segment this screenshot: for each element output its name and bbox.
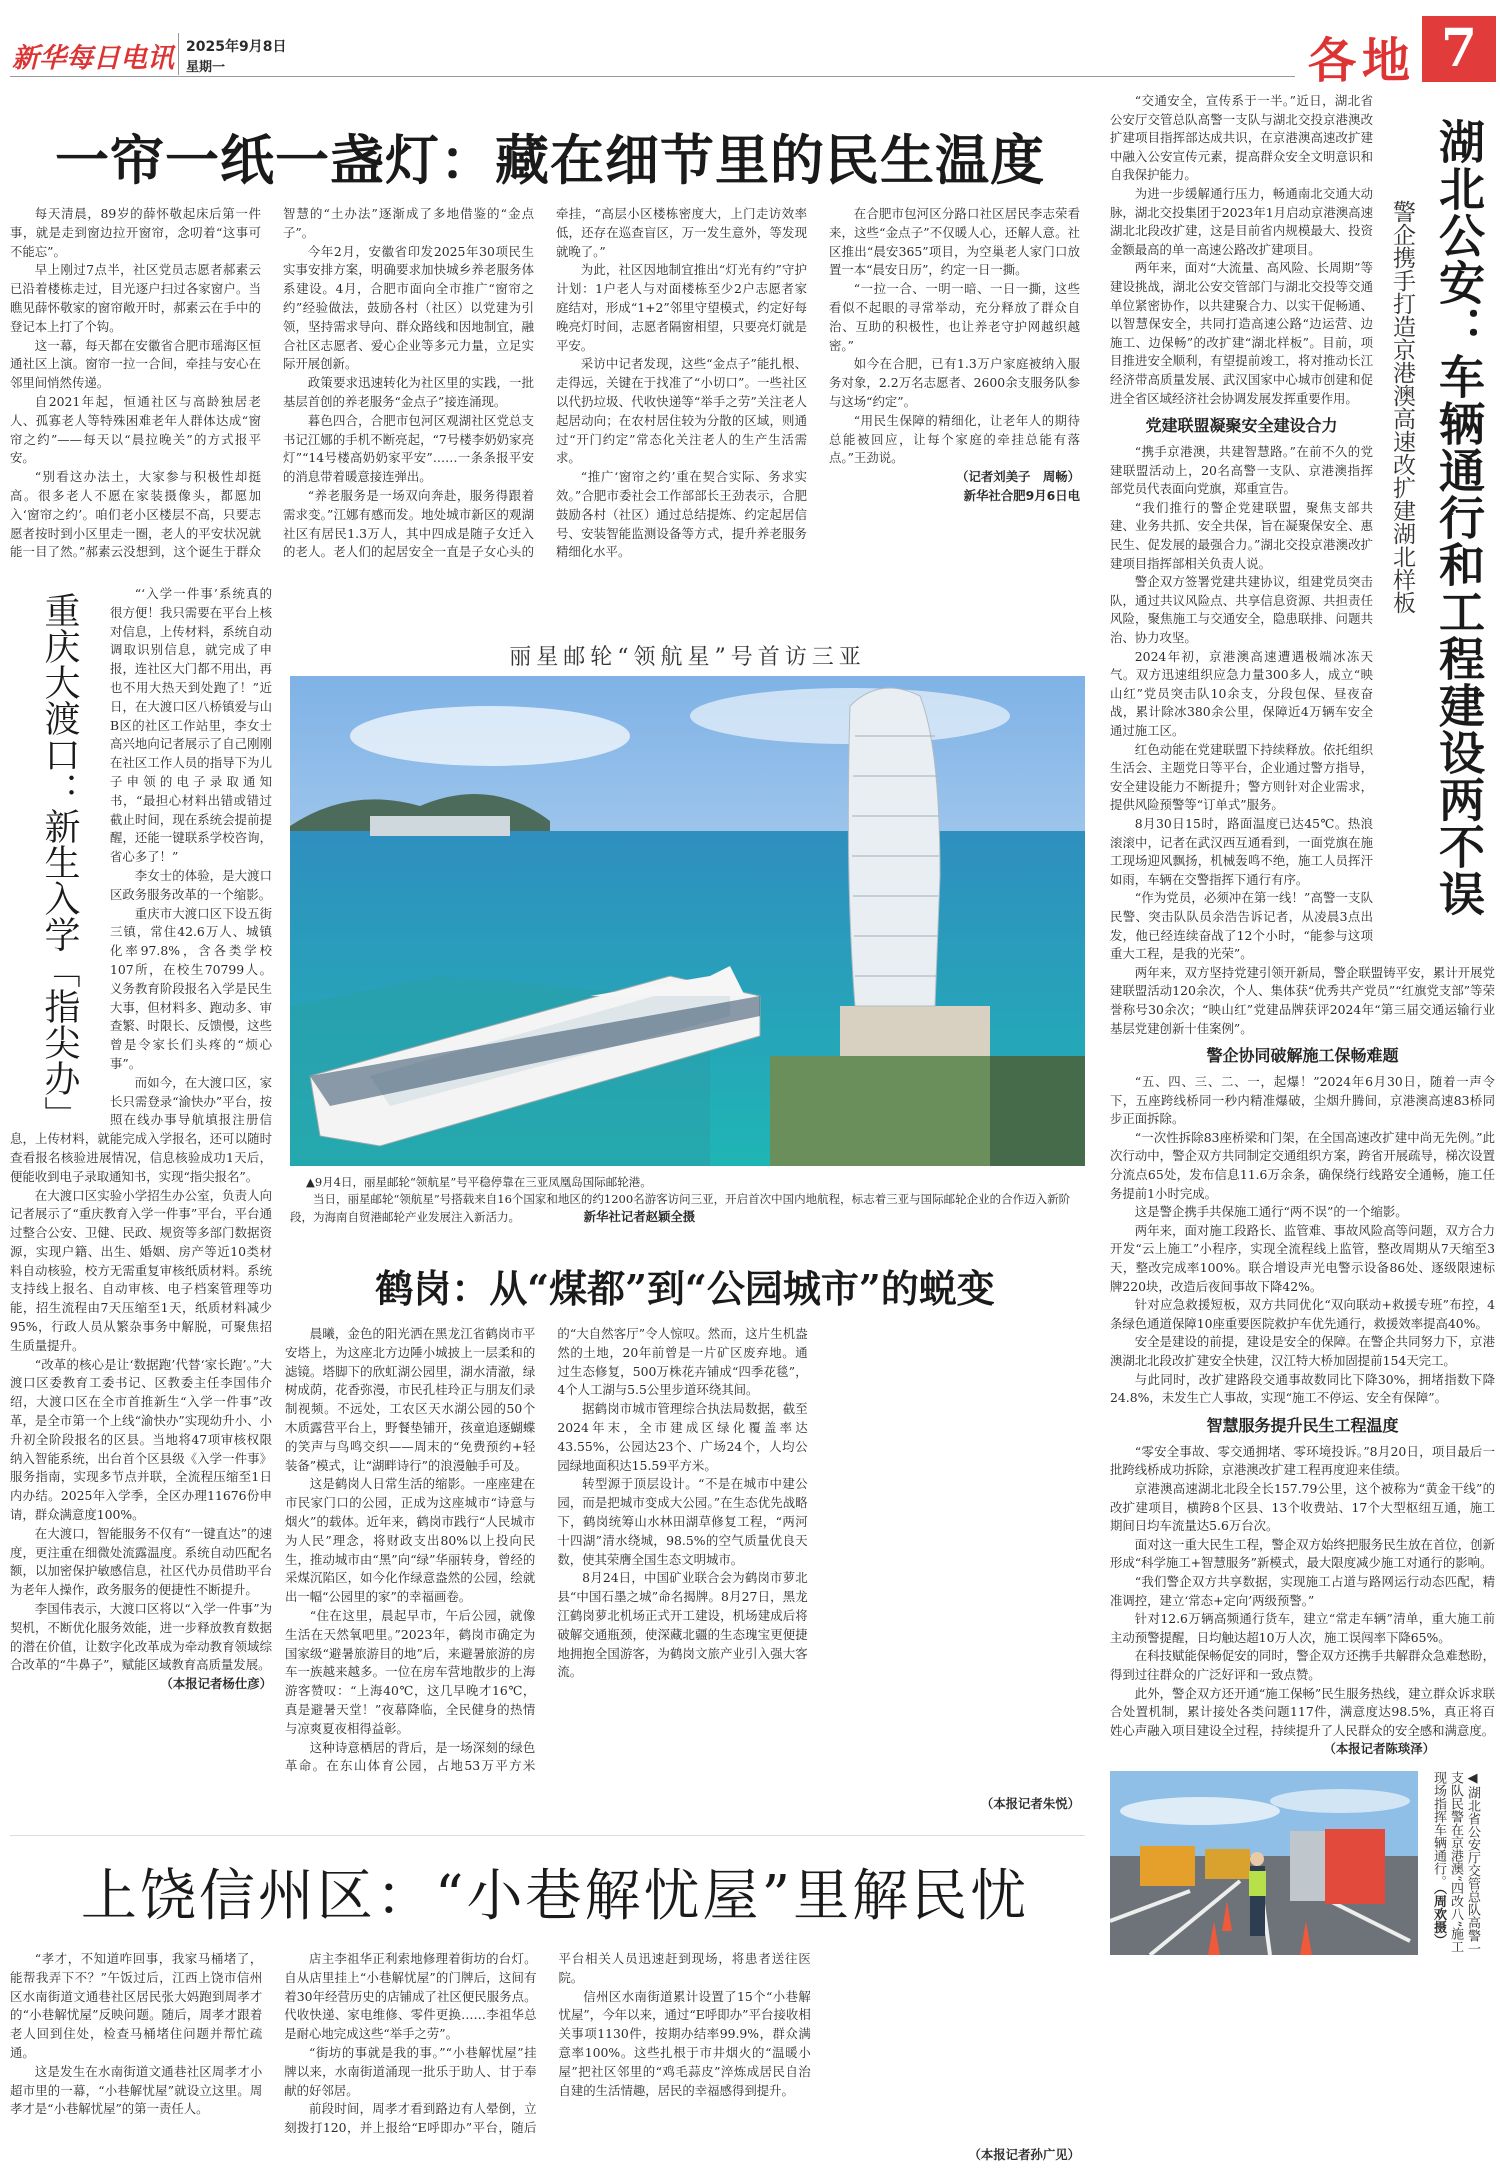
paragraph: 8月24日，中国矿业联合会为鹤岗市萝北县“中国石墨之城”命名揭牌。8月27日，黑龙江鹤岗萝北机场正式开工建设，机场建成后将破解交通瓶颈，使深藏北疆的生态瑰宝更便捷地拥抱全国游客，为鹤岗文旅产业引入强大客流。	[557, 1570, 808, 1680]
byline-hefei: （记者刘美子 周畅）	[956, 469, 1080, 485]
paragraph: 警企双方签署党建共建协议，组建党员突击队，通过共议风险点、共享信息资源、共担责任风险，聚焦施工与交通安全，隐患联排、问题共治、协力攻坚。	[1110, 574, 1373, 646]
paragraph: 这是警企携手共保施工通行“两不误”的一个缩影。	[1134, 1204, 1408, 1220]
paragraph: 重庆市大渡口区下设五街三镇，常住42.6万人、城镇化率97.8%，含各类学校107所，在校生70799人。义务教育阶段报名入学是民生大事，但材料多、跑动多、审查繁、时限长、反馈慢，这些曾是令家长们头疼的“烦心事”。	[110, 905, 272, 1071]
paragraph: “一次性拆除83座桥梁和门架，在全国高速改扩建中尚无先例。”此次行动中，警企双方共同制定交通组织方案，跨省开展疏导，梯次设置分流点65处，发布信息11.6万余条，确保绕行线路安全通畅，施工任务提前1小时完成。	[1110, 1129, 1495, 1201]
paragraph: 晨曦，金色的阳光洒在黑龙江省鹤岗市平安塔上，为这座北方边陲小城披上一层柔和的滤镜。塔脚下的欣虹湖公园里，湖水清澈，绿树成荫，花香弥漫，市民孔桂玲正与朋友们录制视频。不远处，工农区天水湖公园的50个木质露营平台上，野餐垫铺开，孩童追逐蝴蝶的笑声与鸟鸣交织——周末的“免费预约+轻装备”模式，让“湖畔诗行”的浪漫触手可及。	[285, 1326, 536, 1473]
paragraph: 信州区水南街道累计设置了15个“小巷解忧屋”，今年以来，通过“E呼即办”平台接收相关事项1130件，按期办结率99.9%，群众满意率100%。这些扎根于市井烟火的“温暖小屋”把社区邻里的“鸡毛蒜皮”淬炼成居民自治自建的生活情趣，居民的幸福感得到提升。	[558, 1988, 811, 2098]
dateline-hefei: 新华社合肥9月6日电	[963, 487, 1080, 503]
paragraph: 安全是建设的前提，建设是安全的保障。在警企共同努力下，京港澳湖北北段改扩建安全快建，汉江特大桥加固提前154天完工。	[1110, 1334, 1495, 1368]
paragraph: 为进一步缓解通行压力，畅通南北交通大动脉，湖北交投集团于2023年1月启动京港澳高速湖北北段改扩建，这是目前省内规模最大、投资金额最高的单一高速公路改扩建项目。	[1110, 185, 1373, 257]
page-number: 7	[1422, 16, 1496, 82]
section-name: 各地	[1308, 33, 1417, 89]
paragraph: 在大渡口区实验小学招生办公室，负责人向记者展示了“重庆教育入学一件事”平台，平台通过整合公安、卫健、民政、规资等多部门数据资源，实现户籍、出生、婚姻、房产等近10类材料自动核验，校方无需重复审核纸质材料。系统支持线上报名、自动审核、电子档案管理等功能，招生流程由7天压缩至1天，纸质材料减少95%，行政人员从繁杂事务中解脱，可聚焦招生质量提升。	[10, 1187, 272, 1353]
paragraph: 京港澳高速湖北北段全长157.79公里，这个被称为“黄金干线”的改扩建项目，横跨8个区县、13个收费站、17个大型枢纽互通，施工期间日均车流量达5.6万台次。	[1110, 1480, 1495, 1534]
paragraph: 前段时间，周孝才看到路边有人晕倒，立刻拨打120，并上报给“E呼即办”平台，随后平台相关人员迅速赶到现场，将患者送往医院。	[284, 1951, 811, 2136]
photo-caption-1: ▲9月4日，丽星邮轮“领航星”号平稳停靠在三亚凤凰岛国际邮轮港。	[306, 1175, 652, 1189]
paragraph: 自2021年起，恒通社区与高龄独居老人、孤寡老人等特殊困难老年人群体达成“窗帘之约”——每天以“晨拉晚关”的方式报平安。	[10, 393, 261, 466]
subheadline-hubei: 警企携手打造京港澳高速改扩建湖北样板	[1389, 200, 1415, 614]
byline-shangrao: （本报记者孙广见）	[968, 2147, 1080, 2162]
headline-shangrao: 上饶信州区：“小巷解忧屋”里解民忧	[80, 1864, 1030, 1929]
article-hefei-body	[10, 205, 1080, 562]
paragraph: 8月30日15时，路面温度已达45℃。热浪滚滚中，记者在武汉西互通看到，一面党旗在施工现场迎风飘扬，机械轰鸣不绝，施工人员挥汗如雨，车辆在交警指挥下通行有序。	[1110, 815, 1373, 887]
paragraph: 针对12.6万辆高频通行货车，建立“常走车辆”清单，重大施工前主动预警提醒，日均触达超10万人次，施工误闯率下降65%。	[1110, 1611, 1495, 1645]
photo-caption-hubei	[1430, 1771, 1481, 1955]
paragraph: 与此同时，改扩建路段交通事故数同比下降30%，拥堵指数下降24.8%，未发生亡人事故，实现“施工不停运、安全有保障”。	[1110, 1371, 1495, 1406]
paragraph: 在科技赋能保畅促安的同时，警企双方还携手共解群众急难愁盼，得到过往群众的广泛好评和一致点赞。	[1110, 1648, 1495, 1682]
paragraph: 据鹤岗市城市管理综合执法局数据，截至2024年末，全市建成区绿化覆盖率达43.55%，公园达23个、广场24个，人均公园绿地面积达15.59平方米。	[557, 1401, 808, 1473]
section-heading: 智慧服务提升民生工程温度	[1206, 1415, 1399, 1435]
paragraph: “携手京港澳，共建智慧路。”在前不久的党建联盟活动上，20名高警一支队、京港澳指挥部党员代表面向党旗，郑重宣告。	[1110, 444, 1373, 497]
paragraph: 这是发生在水南街道文通巷社区周孝才小超市里的一幕，“小巷解忧屋”就设立这里。周孝才是“小巷解忧屋”的第一责任人。	[10, 2063, 263, 2117]
paragraph: 这种诗意栖居的背后，是一场深刻的绿色革命。在东山体育公园，占地53万平方米的“大自然客厅”令人惊叹。然而，这片生机盎然的土地，20年前曾是一片矿区废弃地。通过生态修复，500万株花卉铺成“四季花毯”，4个人工湖与5.5公里步道环绕其间。	[285, 1326, 808, 1774]
paragraph: 在大渡口，智能服务不仅有“一键直达”的速度，更注重在细微处流露温度。系统自动匹配名额，以加密保护敏感信息，社区代办员借助平台为老年人操作，政务服务的便捷性不断提升。	[10, 1525, 272, 1598]
headline-hegang: 鹤岗：从“煤都”到“公园城市”的蜕变	[375, 1266, 995, 1311]
photo-title: 丽星邮轮“领航星”号首访三亚	[509, 645, 866, 670]
paragraph: “一拉一合、一明一暗、一日一撕，这些看似不起眼的寻常举动，充分释放了群众自治、互助的积极性，也让养老守护网越织越密。”	[829, 281, 1080, 353]
paragraph: 每天清晨，89岁的薛怀敬起床后第一件事，就是走到窗边拉开窗帘，念叨着“这事可不能忘”。	[10, 206, 261, 259]
paragraph: 这一幕，每天都在安徽省合肥市瑶海区恒通社区上演。窗帘一拉一合间，牵挂与安心在邻里间悄然传递。	[10, 337, 261, 391]
paragraph: “五、四、三、二、一，起爆！”2024年6月30日，随着一声令下，五座跨线桥同一秒内精准爆破，尘烟升腾间，京港澳高速83桥同步正面拆除。	[1110, 1074, 1495, 1127]
section-heading: 警企协同破解施工保畅难题	[1206, 1046, 1399, 1066]
paragraph: 李国伟表示，大渡口区将以“入学一件事”为契机，不断优化服务效能，进一步释放教育数据的潜在价值，让数字化改革成为牵动教育领域综合改革的“牛鼻子”，赋能区域教育高质量发展。	[10, 1601, 272, 1673]
masthead-logo: 新华每日电讯	[12, 43, 174, 74]
issue-weekday: 星期一	[186, 60, 226, 75]
paragraph: 店主李祖华正利索地修理着街坊的台灯。自从店里挂上“小巷解忧屋”的门牌后，这间有着30年经营历史的店铺成了社区便民服务点。代收快递、家电维修、零件更换……李祖华总是耐心地完成这些“举手之劳”。	[284, 1951, 537, 2042]
paragraph: 两年来，面对“大流量、高风险、长周期”等建设挑战，湖北公安交管部门与湖北交投等交通单位紧密协作，以共建聚合力、以实干促畅通、以智慧保安全，共同打造高速公路“边运营、边施工、边保畅”的改扩建“湖北样板”。目前，项目推进安全顺利，有望提前竣工，将对推动长江经济带高质量发展、武汉国家中心城市创建和促进全省区域经济社会协调发展发挥重要作用。	[1110, 260, 1373, 406]
paragraph: 早上刚过7点半，社区党员志愿者郝素云已沿着楼栋走过，目光逐户扫过各家窗户。当瞧见薛怀敬家的窗帘敞开时，郝素云在手中的登记本上打了个钩。	[10, 262, 261, 334]
byline-hubei: （本报记者陈琰泽）	[1323, 1741, 1435, 1757]
headline-hefei: 一帘一纸一盏灯：藏在细节里的民生温度	[55, 128, 1045, 192]
paragraph: “推广‘窗帘之约’重在契合实际、务求实效。”合肥市委社会工作部部长王劲表示，合肥鼓励各村（社区）通过总结提炼、约定起居信号、安装智能监测设备等方式，提升养老服务精细化水平。	[556, 469, 807, 560]
headline-hubei: 湖北公安：车辆通行和工程建设两不误	[1432, 118, 1486, 917]
paragraph: 两年来，双方坚持党建引领开新局，警企联盟铸平安，累计开展党建联盟活动120余次，个人、集体获“优秀共产党员”“红旗党支部”等荣誉称号30余次；“映山红”党建品牌获评2024年“第三届交通运输行业基层党建创新十佳案例”。	[1110, 964, 1495, 1036]
header-rule	[10, 76, 1295, 77]
paragraph: 面对这一重大民生工程，警企双方始终把服务民生放在首位，创新形成“科学施工+智慧服务”新模式，最大限度减少施工对通行的影响。	[1110, 1536, 1495, 1571]
paragraph: “零安全事故、零交通拥堵、零环境投诉。”8月20日，项目最后一批跨线桥成功拆除，京港澳改扩建工程再度迎来佳绩。	[1110, 1443, 1495, 1478]
paragraph: 今年2月，安徽省印发2025年30项民生实事安排方案，明确要求加快城乡养老服务体系建设。4月，合肥市面向全市推广“窗帘之约”经验做法，鼓励各村（社区）以党建为引领，坚持需求导向、群众路线和因地制宜，融合社区志愿者、爱心企业等多元力量，立足实际开展创新。	[283, 243, 534, 372]
paragraph: 两年来，面对施工段路长、监管难、事故风险高等问题，双方合力开发“云上施工”小程序，实现全流程线上监管，整改周期从7天缩至3天，整改完成率100%。联合增设声光电警示设备86处、逐级限速标牌220块，改造后夜间事故下降42%。	[1110, 1222, 1495, 1294]
photo-credit: 新华社记者赵颖全摄	[583, 1209, 696, 1224]
paragraph: 如今在合肥，已有1.3万户家庭被纳入服务对象，2.2万名志愿者、2600余支服务队参与这场“约定”。	[829, 356, 1080, 409]
paragraph: “我们警企双方共享数据，实现施工占道与路网运行动态匹配，精准调控，建立‘常态+定向’两级预警。”	[1110, 1573, 1495, 1608]
paragraph: 采访中记者发现，这些“金点子”能扎根、走得远，关键在于找准了“小切口”。一些社区以代扔垃圾、代收快递等“举手之劳”关注老人起居动向；在农村居住较为分散的区域，则通过“开门约定”常态化关注老人的生产生活需求。	[556, 356, 807, 466]
article-hubei-body	[1110, 92, 1495, 1955]
photo-caption-block	[290, 1174, 1085, 1226]
paragraph: “孝才，不知道咋回事，我家马桶堵了，能帮我弄下不？”午饭过后，江西上饶市信州区水南街道文通巷社区居民张大妈跑到周孝才的“小巷解忧屋”反映问题。随后，周孝才跟着老人回到住处，检查马桶堵住问题并帮忙疏通。	[10, 1951, 263, 2060]
paragraph: 为此，社区因地制宜推出“灯光有约”守护计划：1户老人与对面楼栋至少2户志愿者家庭结对，形成“1+2”邻里守望模式，约定好每晚亮灯时间，志愿者隔窗相望，只要亮灯就是平安。	[556, 262, 807, 353]
divider	[178, 33, 179, 75]
paragraph: 转型源于顶层设计。“不是在城市中建公园，而是把城市变成大公园。”在生态优先战略下，鹤岗统筹山水林田湖草修复工程，“两河十四湖”清水绕城，98.5%的空气质量优良天数，使其荣膺全国生态文明城市。	[557, 1476, 808, 1567]
byline-hegang: （本报记者朱悦）	[980, 1796, 1080, 1811]
paragraph: 红色动能在党建联盟下持续释放。依托组织生活会、主题党日等平台，企业通过警方指导，安全建设能力不断提升；警方则针对企业需求，提供风险预警等“订单式”服务。	[1110, 741, 1373, 813]
paragraph: “改革的核心是让‘数据跑’代替‘家长跑’。”大渡口区委教育工委书记、区教委主任李国伟介绍，大渡口区在全市首推新生“入学一件事”改革，是全市第一个上线“渝快办”实现幼升小、小升初全阶段报名的区县。当地将47项审核权限纳入智能系统，出台首个区县级《入学一件事》服务指南，实现多节点并联，全流程压缩至1日内办结。2025年入学季，全区办理11676份申请，群众满意度100%。	[10, 1356, 272, 1523]
paragraph: “街坊的事就是我的事。”“小巷解忧屋”挂牌以来，水南街道涌现一批乐于助人、甘于奉献的好邻居。	[284, 2044, 537, 2098]
paragraph: 李女士的体验，是大渡口区政务服务改革的一个缩影。	[110, 867, 272, 902]
byline-chongqing: （本报记者杨仕彦）	[160, 1676, 272, 1692]
paragraph: 暮色四合，合肥市包河区观湖社区党总支书记江娜的手机不断亮起，“7号楼李奶奶家亮灯”“14号楼高奶奶家平安”……一条条报平安的消息带着暖意接连弹出。	[283, 412, 534, 485]
cruise-photo	[290, 676, 1085, 1166]
section-heading: 党建联盟凝聚安全建设合力	[1145, 416, 1338, 436]
paragraph: 而如今，在大渡口区，家长只需登录“渝快办”平台，按照在线办事导航填报注册信息，上传材料，就能完成入学报名，还可以随时查看报名核验进展情况，信息核验成功1天后，便能收到电子录取通知书，实现“指尖报名”。	[10, 1074, 272, 1184]
hubei-photo-block	[1110, 1771, 1495, 1955]
paragraph: “养老服务是一场双向奔赴，服务得跟着需求变。”江娜有感而发。地处城市新区的观湖社区有居民1.3万人，其中四成是随子女迁入的老人。老人们的起居安全一直是子女心头的牵挂，“高层小区楼栋密度大，上门走访效率低，还存在巡查盲区，万一发生意外，等发现就晚了。”	[283, 206, 807, 560]
paragraph: “用民生保障的精细化，让老年人的期待总能被回应，让每个家庭的牵挂总能有落点。”王劲说。	[829, 412, 1080, 466]
paragraph: 针对应急救援短板，双方共同优化“双向联动+救援专班”布控，4条绿色通道保障10座重要医院救护车优先通行，救援效率提高40%。	[1110, 1297, 1495, 1331]
paragraph: “交通安全，宣传系于一半。”近日，湖北省公安厅交管总队高警一支队与湖北交投京港澳改扩建项目指挥部达成共识，在京港澳高速改扩建中融入公安宣传元素，提高群众安全文明意识和自我保护能力。	[1110, 93, 1373, 183]
section-rule	[10, 1835, 1085, 1836]
article-hegang-body	[285, 1325, 1080, 1790]
paragraph: 此外，警企双方还开通“施工保畅”民生服务热线，建立群众诉求联合处置机制，累计接处各类问题117件，满意度达98.5%，真正将百姓心声融入项目建设全过程，持续提升了人民群众的安全感和满意度。	[1110, 1685, 1495, 1738]
paragraph: “别看这办法土，大家参与积极性却挺高。很多老人不愿在家装摄像头，都愿加入‘窗帘之约’。咱们老小区楼层不高，只要志愿者按时到小区里走一圈，老人的平安状况就能一目了然。”郝素云没想到，这个诞生于群众智慧的“土办法”逐渐成了多地借鉴的“金点子”。	[10, 206, 534, 560]
paragraph: 这是鹤岗人日常生活的缩影。一座座建在市民家门口的公园，正成为这座城市“诗意与烟火”的载体。近年来，鹤岗市践行“人民城市为人民”理念，将财政支出80%以上投向民生，推动城市由“黑”向“绿”华丽转身，曾经的采煤沉陷区，如今化作绿意盎然的公园，绘就出一幅“公园里的家”的幸福画卷。	[285, 1476, 536, 1605]
issue-date: 2025年9月8日	[186, 39, 287, 55]
paragraph: 政策要求迅速转化为社区里的实践，一批基层首创的养老服务“金点子”接连涌现。	[283, 375, 534, 409]
paragraph: 2024年初，京港澳高速遭遇极端冰冻天气。双方迅速组织应急力量300多人，成立“映山红”党员突击队10余支，分段包保、昼夜奋战，累计除冰380余公里，保障近4万辆车安全通过施工区。	[1110, 648, 1373, 738]
traffic-police-photo	[1110, 1771, 1418, 1955]
article-shangrao-body	[10, 1950, 1085, 2145]
headline-chongqing: 重庆大渡口：新生入学「指尖办」	[39, 592, 80, 1132]
article-chongqing-body	[10, 585, 272, 1694]
paragraph: “作为党员，必须冲在第一线！”高警一支队民警、突击队队员余浩告诉记者，从凌晨3点出发，他已经连续奋战了12个小时，“能参与这项重大工程，是我的光荣”。	[1110, 890, 1373, 962]
paragraph: “‘入学一件事’系统真的很方便！我只需要在平台上核对信息，上传材料，系统自动调取识别信息，就完成了申报，连社区大门都不用出，再也不用大热天到处跑了！”近日，在大渡口区八桥镇爱与山B区的社区工作站里，李女士高兴地向记者展示了自己刚刚在社区工作人员的指导下为儿子申领的电子录取通知书，“最担心材料出错或错过截止时间，现在系统会提前提醒，还能一键联系学校咨询，省心多了！”	[110, 586, 272, 865]
paragraph: “住在这里，晨起早市，午后公园，就像生活在天然氧吧里。”2023年，鹤岗市确定为国家级“避暑旅游目的地”后，来避暑旅游的房车一族越来越多。一位在房车营地散步的上海游客赞叹：“上海40℃，这几早晚才16℃，真是避暑天堂！”夜幕降临，全民健身的热情与凉爽夏夜相得益彰。	[285, 1607, 536, 1736]
photo-caption-2: 当日，丽星邮轮“领航星”号搭载来自16个国家和地区的约1200名游客访问三亚，开启首次中国内地航程，标志着三亚与国际邮轮企业的合作迈入新阶段，为海南自贸港邮轮产业发展注入新活力。	[290, 1192, 1071, 1224]
paragraph: 在合肥市包河区分路口社区居民李志荣看来，这些“金点子”不仅暖人心，还解人意。社区推出“晨安365”项目，为空巢老人家门口放置一本“晨安日历”，约定一日一撕。	[829, 206, 1080, 278]
paragraph: “我们推行的警企党建联盟，聚焦支部共建、业务共抓、安全共保，旨在凝聚保安全、惠民生、促发展的最强合力。”湖北交投京港澳改扩建项目指挥部相关负责人说。	[1110, 499, 1373, 571]
photo-caption-text: ◀湖北省公安厅交管总队高警一支队民警在京港澳“四改八”施工现场指挥车辆通行。	[1431, 1771, 1480, 1956]
photo-credit-hubei: （周欢摄）	[1431, 1888, 1446, 1947]
